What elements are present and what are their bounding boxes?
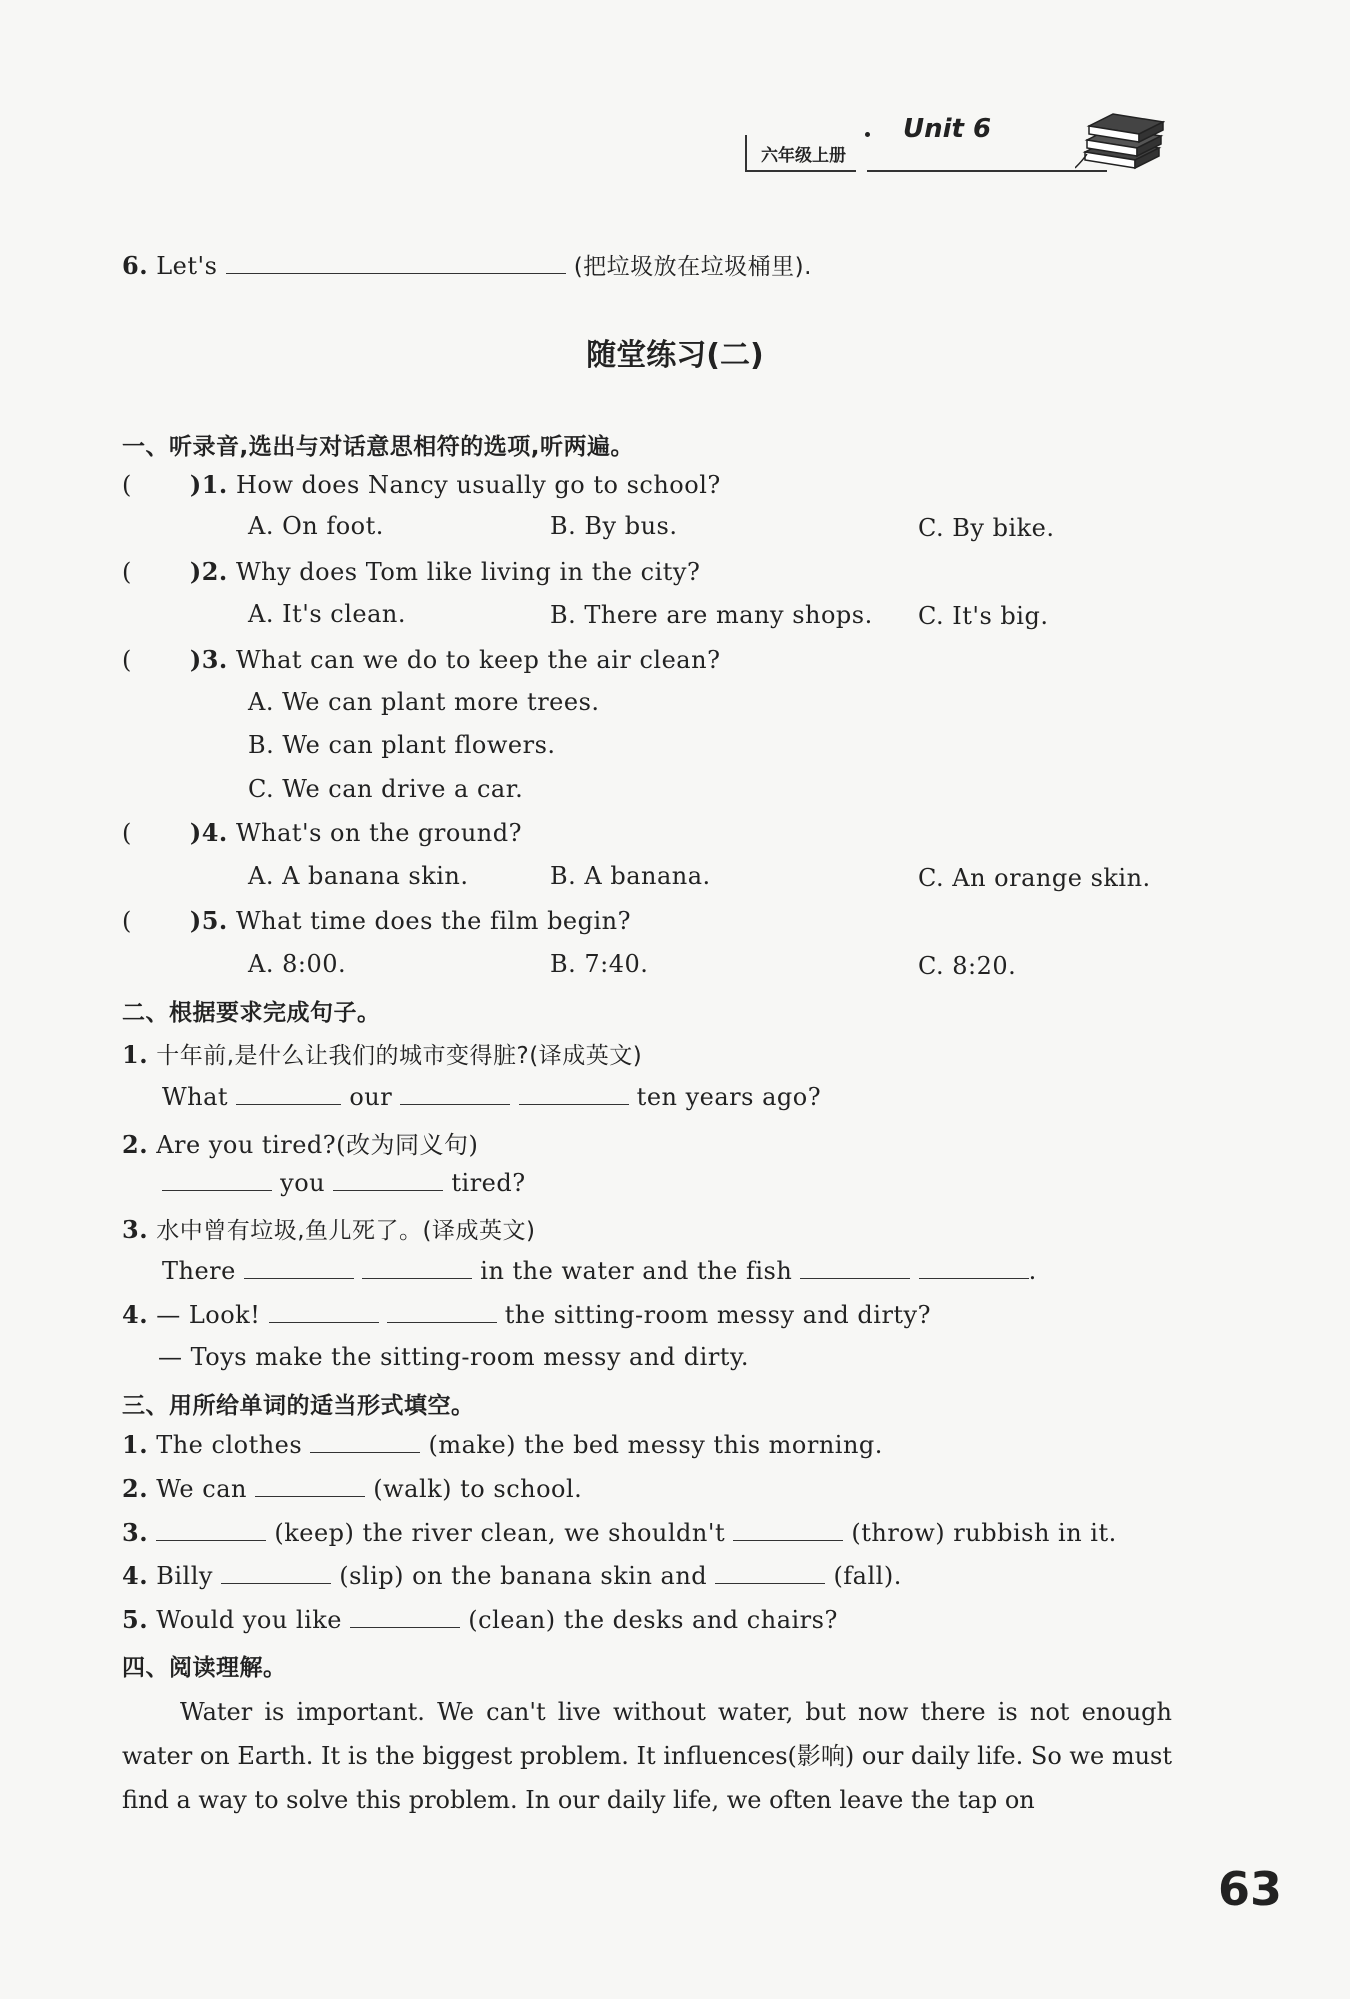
option-a: A. 8:00. [248, 950, 347, 978]
answer-word: What [162, 1083, 229, 1111]
option-c: C. By bike. [918, 514, 1055, 542]
header-rule [867, 170, 1107, 172]
dialogue-line: — Look! [156, 1301, 261, 1329]
answer-line [162, 1082, 821, 1111]
question-number: 1. [122, 1040, 149, 1069]
answer-blank[interactable] [226, 251, 566, 274]
option-a: A. It's clean. [248, 600, 406, 628]
page-header [745, 110, 1165, 180]
answer-blank[interactable] [715, 1561, 825, 1584]
answer-word: tired? [451, 1169, 526, 1197]
question-prompt: 水中曾有垃圾,鱼儿死了。(译成英文) [156, 1218, 536, 1244]
question-text: We can [156, 1475, 247, 1503]
option-a: A. On foot. [248, 512, 384, 540]
answer-blank[interactable] [236, 1082, 341, 1105]
question-number: 6. [122, 251, 149, 280]
answer-line [162, 1256, 1037, 1285]
question-number: )1. [189, 470, 228, 499]
answer-blank[interactable] [519, 1082, 629, 1105]
question-prompt: Are you tired?(改为同义句) [156, 1131, 479, 1159]
option-c: C. It's big. [918, 602, 1049, 630]
dialogue-line: the sitting-room messy and dirty? [504, 1301, 931, 1329]
option-a: A. A banana skin. [248, 862, 469, 890]
header-dot [865, 132, 870, 137]
option-c: C. 8:20. [918, 952, 1017, 980]
option-b: B. By bus. [550, 512, 678, 540]
question-text: (make) the bed messy this morning. [428, 1431, 883, 1459]
answer-word: our [349, 1083, 393, 1111]
answer-blank[interactable] [919, 1256, 1029, 1279]
question-number: 3. [122, 1215, 149, 1244]
question-number: )4. [189, 818, 228, 847]
option-b: B. We can plant flowers. [248, 731, 556, 759]
question-text: How does Nancy usually go to school? [235, 471, 721, 499]
fill-question-4 [122, 1561, 902, 1590]
question-number: 1. [122, 1430, 149, 1459]
grade-label: 六年级上册 [745, 135, 856, 172]
answer-blank[interactable] [387, 1300, 497, 1323]
question-text: Billy [156, 1562, 213, 1590]
option-a: A. We can plant more trees. [248, 688, 600, 716]
question-number: 2. [122, 1130, 149, 1159]
option-c: C. We can drive a car. [248, 775, 524, 803]
answer-word: in the water and the fish [480, 1257, 793, 1285]
answer-paren-open: ( [122, 471, 132, 499]
question-text: Let's [156, 252, 218, 280]
page-number: 63 [1218, 1862, 1283, 1916]
sentence-question-1 [122, 1037, 642, 1070]
option-b: B. A banana. [550, 862, 711, 890]
listening-question-4 [122, 818, 522, 847]
part2-title: 二、根据要求完成句子。 [122, 1000, 381, 1026]
part4-title: 四、阅读理解。 [122, 1655, 287, 1681]
question-number: 4. [122, 1561, 149, 1590]
question-text: What's on the ground? [235, 819, 522, 847]
answer-paren-open: ( [122, 907, 132, 935]
question-text: (walk) to school. [373, 1475, 583, 1503]
question-number: 3. [122, 1518, 149, 1547]
question-text: What time does the film begin? [235, 907, 631, 935]
question-number: )5. [189, 906, 228, 935]
answer-line [162, 1168, 526, 1197]
answer-blank[interactable] [244, 1256, 354, 1279]
question-hint: (把垃圾放在垃圾桶里). [573, 254, 812, 280]
answer-blank[interactable] [162, 1168, 272, 1191]
question-text: Why does Tom like living in the city? [235, 558, 701, 586]
books-icon [1075, 110, 1165, 182]
question-text: Would you like [156, 1606, 343, 1634]
answer-blank[interactable] [310, 1430, 420, 1453]
fill-question-5 [122, 1605, 838, 1634]
previous-question-6 [122, 248, 812, 281]
question-number: 2. [122, 1474, 149, 1503]
part1-title: 一、听录音,选出与对话意思相符的选项,听两遍。 [122, 434, 634, 460]
answer-blank[interactable] [269, 1300, 379, 1323]
question-text: (throw) rubbish in it. [851, 1519, 1117, 1547]
answer-blank[interactable] [733, 1518, 843, 1541]
dialogue-reply: — Toys make the sitting-room messy and dirty. [158, 1343, 749, 1371]
listening-question-2 [122, 557, 700, 586]
question-text: (clean) the desks and chairs? [468, 1606, 838, 1634]
answer-blank[interactable] [333, 1168, 443, 1191]
fill-question-1 [122, 1430, 883, 1459]
question-text: (keep) the river clean, we shouldn't [274, 1519, 726, 1547]
part3-title: 三、用所给单词的适当形式填空。 [122, 1393, 475, 1419]
answer-paren-open: ( [122, 558, 132, 586]
question-number: 4. [122, 1300, 149, 1329]
fill-question-2 [122, 1474, 582, 1503]
question-text: What can we do to keep the air clean? [235, 646, 721, 674]
answer-blank[interactable] [156, 1518, 266, 1541]
sentence-question-3 [122, 1212, 535, 1245]
unit-title: Unit 6 [903, 114, 992, 144]
option-b: B. 7:40. [550, 950, 649, 978]
option-b: B. There are many shops. [550, 601, 873, 629]
question-prompt: 十年前,是什么让我们的城市变得脏?(译成英文) [156, 1043, 643, 1069]
answer-word: ten years ago? [636, 1083, 822, 1111]
answer-blank[interactable] [221, 1561, 331, 1584]
answer-word: you [280, 1169, 326, 1197]
sentence-question-2 [122, 1125, 478, 1160]
answer-blank[interactable] [800, 1256, 910, 1279]
answer-paren-open: ( [122, 646, 132, 674]
answer-blank[interactable] [350, 1605, 460, 1628]
section-title: 随堂练习(二) [586, 338, 764, 373]
question-number: )2. [189, 557, 228, 586]
option-c: C. An orange skin. [918, 864, 1151, 892]
answer-blank[interactable] [400, 1082, 510, 1105]
question-text: The clothes [156, 1431, 303, 1459]
question-number: 5. [122, 1605, 149, 1634]
answer-paren-open: ( [122, 819, 132, 847]
answer-word: There [162, 1257, 236, 1285]
answer-word: . [1028, 1257, 1037, 1285]
question-text: (slip) on the banana skin and [339, 1562, 708, 1590]
listening-question-1 [122, 470, 721, 499]
listening-question-3 [122, 645, 720, 674]
question-text: (fall). [833, 1562, 902, 1590]
fill-question-3 [122, 1518, 1117, 1547]
sentence-question-4 [122, 1300, 931, 1329]
question-number: )3. [189, 645, 228, 674]
answer-blank[interactable] [362, 1256, 472, 1279]
answer-blank[interactable] [255, 1474, 365, 1497]
reading-paragraph: Water is important. We can't live without water, but now there is not enough water on Earth. It is the biggest problem. It influences(影响) our daily life. So we must find a way to solve this problem. In our daily life, we often leave the tap on [122, 1698, 1172, 1814]
listening-question-5 [122, 906, 631, 935]
